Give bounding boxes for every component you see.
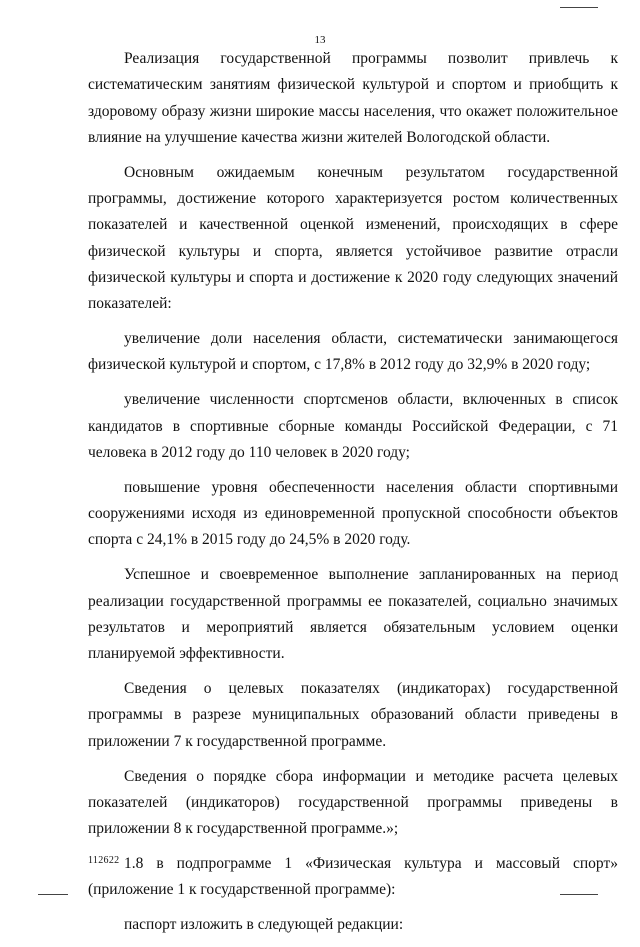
document-body [88,46,618,947]
paragraph-indicator-facilities: повышение уровня обеспеченности населения области спортивными сооружениями исходя из единовременной пропускной способности объектов спорта с 24,1% в 2015 году до 24,5% в 2020 году. [88,478,618,549]
scan-mark-top-right [560,7,598,8]
scan-mark-bottom-right [560,894,598,895]
paragraph-indicator-athletes: увеличение численности спортсменов области, включенных в список кандидатов в спортивные сборные команды Российской Федерации, с 71 человека в 2012 году до 110 человек в 2020 году; [88,391,618,461]
page-number: 13 [314,34,326,46]
paragraph-appendix-8: Сведения о порядке сбора информации и методике расчета целевых показателей (индикаторов) государственной программы приведены в приложении 8 к государственной программе.»; [88,767,618,838]
document-code: 112622 [88,855,120,866]
paragraph-indicator-population-share: увеличение доли населения области, систематически занимающегося физической культурой и спортом, с 17,8% в 2012 году до 32,9% в 2020 году; [88,330,618,374]
paragraph-expected-result: Основным ожидаемым конечным результатом государственной программы, достижение которого характеризуется ростом количественных показателей и качественной оценкой изменений, происходящих в сфере физической культуры и спорта, является устойчивое развитие отрасли физической культуры и спорта и достижение к 2020 году следующих значений показателей: [88,163,618,313]
scan-mark-bottom-left [38,894,68,895]
paragraph-passport: паспорт изложить в следующей редакции: [124,916,404,934]
paragraph-subprogram-1: 1.8 в подпрограмме 1 «Физическая культура и массовый спорт» (приложение 1 к государственной программе): [88,855,618,899]
paragraph-efficiency-condition: Успешное и своевременное выполнение запланированных на период реализации государственной программы ее показателей, социально значимых результатов и мероприятий является обязательным условием оценки планируемой эффективности. [88,566,618,663]
paragraph-appendix-7: Сведения о целевых показателях (индикаторах) государственной программы в разрезе муниципальных образований области приведены в приложении 7 к государственной программе. [88,680,618,750]
paragraph-program-goal: Реализация государственной программы позволит привлечь к систематическим занятиям физической культурой и спортом и приобщить к здоровому образу жизни широкие массы населения, что окажет положительное влияние на улучшение качества жизни жителей Вологодской области. [88,50,618,146]
